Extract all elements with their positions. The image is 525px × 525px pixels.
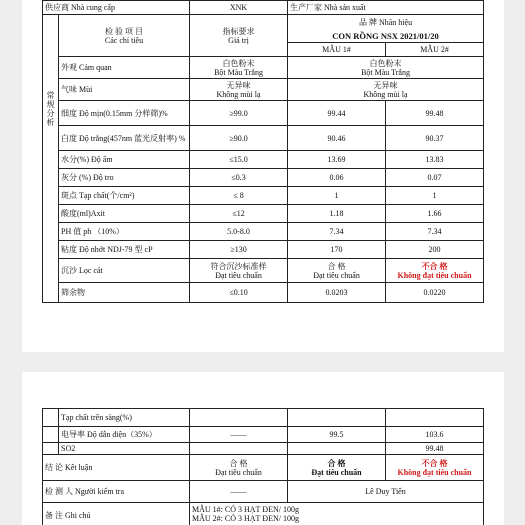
- conclusion-sample1: 合 格 Đạt tiêu chuẩn: [288, 455, 386, 481]
- table-row: [43, 409, 484, 427]
- table-row: [43, 443, 484, 455]
- sample1-header: MẪU 1#: [288, 43, 386, 57]
- spec-value: ——: [190, 427, 288, 443]
- item-label: 水分(%) Độ ẩm: [59, 151, 190, 169]
- conclusion-label: 结 论 Kết luận: [43, 455, 190, 481]
- conclusion-spec: 合 格 Đạt tiêu chuẩn: [190, 455, 288, 481]
- sample2-value: 103.6: [386, 427, 484, 443]
- supplier-value: XNK: [190, 1, 288, 15]
- item-label: 筛余物: [59, 283, 190, 303]
- table-row: [43, 101, 484, 126]
- spec-header-zh: 指标要求: [222, 26, 255, 36]
- table-row: [43, 187, 484, 205]
- item-label: SO2: [59, 443, 190, 455]
- spec-value: ≤0.3: [190, 169, 288, 187]
- spec-value: [190, 409, 288, 427]
- spec-value: ≥90.0: [190, 126, 288, 151]
- item-label: 灰分 (%) Độ tro: [59, 169, 190, 187]
- sample1-value: 99.5: [288, 427, 386, 443]
- sample2-value: 13.83: [386, 151, 484, 169]
- sample2-value: 99.48: [386, 101, 484, 126]
- sample2-fail-value: 不合 格 Không đạt tiêu chuẩn: [386, 259, 484, 283]
- note-line: MẪU 1#: CÓ 3 HẠT ĐEN/ 100g: [192, 505, 299, 514]
- note-line: MẪU 2#: CÓ 3 HẠT ĐEN/ 100g: [192, 514, 299, 523]
- table-row: [43, 169, 484, 187]
- side-char: 析: [46, 117, 55, 127]
- table-row: [43, 241, 484, 259]
- side-char: 分: [46, 108, 55, 118]
- item-label: 细度 Độ mịn(0.15mm 分样筛)%: [59, 101, 190, 126]
- sample1-value: 99.44: [288, 101, 386, 126]
- sample2-header: MẪU 2#: [386, 43, 484, 57]
- note-content: [190, 503, 484, 525]
- inspector-label: 检 测 人 Người kiểm tra: [43, 481, 190, 503]
- spec-value: 符合沉沙标准样 Đạt tiêu chuẩn: [190, 259, 288, 283]
- item-label: Tạp chất trên sàng(%): [59, 409, 190, 427]
- item-label: 外观 Cảm quan: [59, 57, 190, 79]
- inspector-name: Lê Duy Tiến: [288, 481, 484, 503]
- sample1-value: [288, 443, 386, 455]
- sample2-value: 7.34: [386, 223, 484, 241]
- spec-value: [190, 443, 288, 455]
- table-row: [43, 79, 484, 101]
- report-page-2: [22, 372, 504, 525]
- sample2-value: 1: [386, 187, 484, 205]
- item-label: 白度 Độ trắng(457nm 蓝光反射率) %: [59, 126, 190, 151]
- item-header-vi: Các chỉ tiêu: [104, 35, 144, 45]
- item-label: 粘度 Độ nhớt NDJ-79 型 cP: [59, 241, 190, 259]
- inspection-table-continued: [42, 408, 484, 525]
- supplier-label: 供应商 Nhà cung cấp: [43, 1, 190, 15]
- sample2-value: 200: [386, 241, 484, 259]
- table-row: [43, 126, 484, 151]
- spec-value: ≤ 8: [190, 187, 288, 205]
- manufacturer-label: 生产厂家 Nhà sản xuất: [288, 1, 484, 15]
- sample2-value: 99.48: [386, 443, 484, 455]
- spec-header-vi: Giá trị: [228, 35, 249, 45]
- report-page-1: [22, 0, 504, 352]
- item-label: PH 值 ph （10%）: [59, 223, 190, 241]
- sample2-value: 0.07: [386, 169, 484, 187]
- inspector-row: [43, 481, 484, 503]
- spec-value: ≥130: [190, 241, 288, 259]
- brand-value: CON RỒNG NSX 2021/01/20: [288, 31, 484, 43]
- inspection-table: [42, 0, 484, 303]
- item-label: 斑点 Tạp chất(个/cm²): [59, 187, 190, 205]
- spec-value: 白色粉末 Bột Màu Trắng: [190, 57, 288, 79]
- table-row: [43, 57, 484, 79]
- spec-header: [190, 15, 288, 57]
- result-merged: 无异味 Không mùi lạ: [288, 79, 484, 101]
- item-label: 酸度(ml)Axit: [59, 205, 190, 223]
- table-row: [43, 151, 484, 169]
- side-char: 规: [46, 99, 55, 109]
- item-label: 气味 Mùi: [59, 79, 190, 101]
- item-header-zh: 检 验 项 目: [105, 26, 143, 36]
- sample2-value: 90.37: [386, 126, 484, 151]
- result-merged: 白色粉末 Bột Màu Trắng: [288, 57, 484, 79]
- sample1-value: 13.69: [288, 151, 386, 169]
- inspector-spec: ——: [190, 481, 288, 503]
- sample1-value: [288, 409, 386, 427]
- table-row: [43, 427, 484, 443]
- spec-value: 5.0-8.0: [190, 223, 288, 241]
- sample1-value: 1: [288, 187, 386, 205]
- spec-value: ≤15.0: [190, 151, 288, 169]
- sample1-value: 合 格 Đạt tiêu chuẩn: [288, 259, 386, 283]
- brand-label: 品 牌 Nhãn hiệu: [288, 15, 484, 31]
- table-row: [43, 205, 484, 223]
- side-label: [43, 57, 59, 303]
- note-row: [43, 503, 484, 525]
- header-row-1: [43, 15, 484, 31]
- sample1-value: 90.46: [288, 126, 386, 151]
- note-label: 备 注 Ghi chú: [43, 503, 190, 525]
- table-row: [43, 259, 484, 283]
- sample1-value: 7.34: [288, 223, 386, 241]
- sample2-value: 1.66: [386, 205, 484, 223]
- table-row: [43, 223, 484, 241]
- sample1-value: 1.18: [288, 205, 386, 223]
- conclusion-row: [43, 455, 484, 481]
- conclusion-sample2-fail: 不合 格 Không đạt tiêu chuẩn: [386, 455, 484, 481]
- sample1-value: 0.06: [288, 169, 386, 187]
- sample1-value: 170: [288, 241, 386, 259]
- item-label: 沉沙 Lọc cát: [59, 259, 190, 283]
- table-row: [43, 283, 484, 303]
- item-header: [59, 15, 190, 57]
- sample2-value: [386, 409, 484, 427]
- spec-value: ≤12: [190, 205, 288, 223]
- spec-value: ≤0.10: [190, 283, 288, 303]
- supplier-row: [43, 1, 484, 15]
- sample1-value: 0.0203: [288, 283, 386, 303]
- side-char: 常: [46, 90, 55, 100]
- spec-value: 无异味 Không mùi lạ: [190, 79, 288, 101]
- item-label: 电导率 Độ dẫn điện（35%）: [59, 427, 190, 443]
- spec-value: ≥99.0: [190, 101, 288, 126]
- sample2-value: 0.0220: [386, 283, 484, 303]
